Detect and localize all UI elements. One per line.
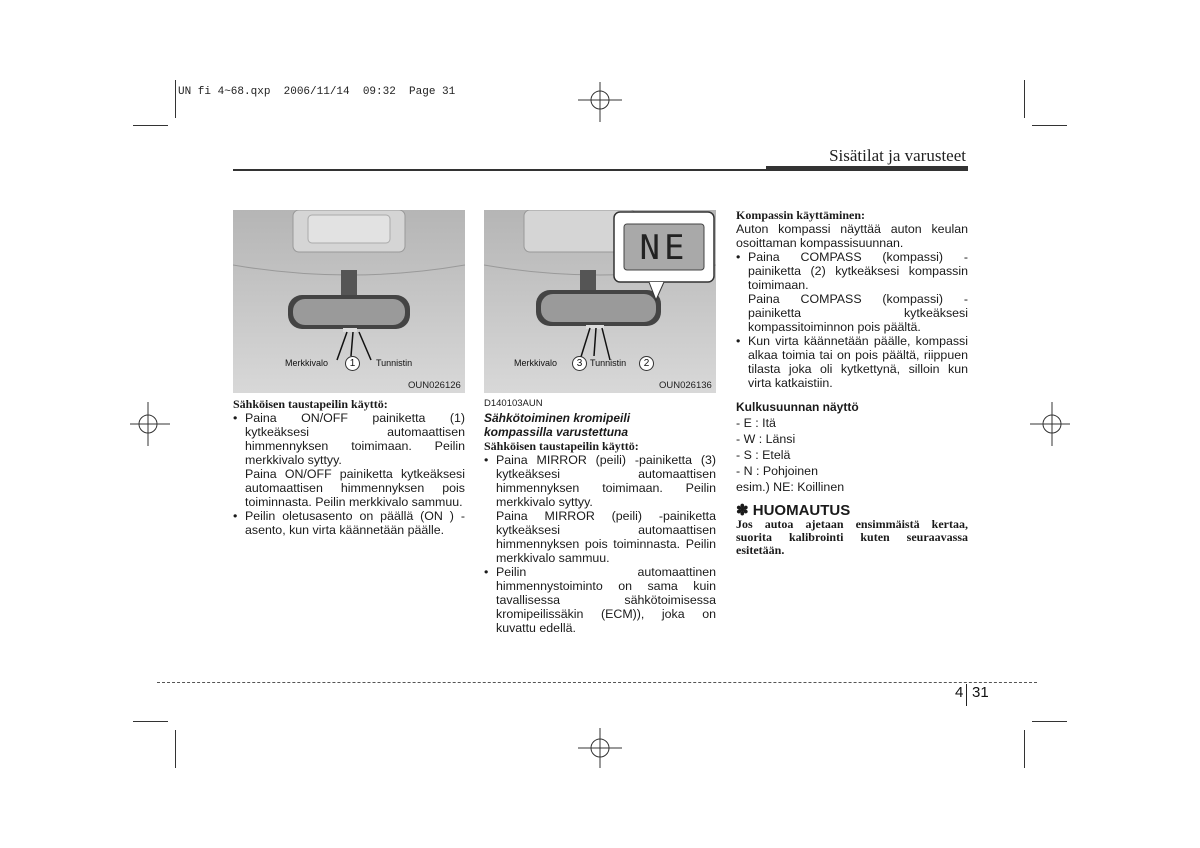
registration-mark-left — [130, 402, 170, 446]
note-title: ✽ HUOMAUTUS — [736, 502, 851, 519]
intro-paragraph: Auton kompassi näyttää auton keulan osoittaman kompassisuunnan. — [736, 222, 968, 250]
column-3 — [736, 208, 968, 557]
display-heading: Kulkusuunnan näyttö — [736, 400, 859, 414]
compass-display: NE — [639, 228, 689, 268]
registration-mark-right — [1030, 402, 1070, 446]
list-item: • Kun virta käännetään päälle, kompassi alkaa toimia tai on pois päältä, riippuen tilasta joka oli kytkettynä, silloin kun virta katkaistiin. — [736, 334, 968, 390]
instruction-list — [233, 509, 465, 537]
instruction-list — [233, 411, 465, 467]
instruction-list — [736, 250, 968, 292]
list-item-continuation: Paina COMPASS (kompassi) -painiketta kytkeäksesi kompassitoiminnon pois päältä. — [748, 292, 968, 334]
callout-number-2: 2 — [639, 356, 654, 371]
figure-code: OUN026136 — [659, 380, 712, 391]
page-title: Sisätilat ja varusteet — [829, 146, 966, 165]
reference-code: D140103AUN — [484, 398, 543, 409]
callout-merkkivalo: Merkkivalo — [285, 358, 329, 368]
callout-number-1: 1 — [345, 356, 360, 371]
instruction-list — [484, 453, 716, 509]
mirror-figure-2 — [484, 210, 716, 393]
list-item: • Paina MIRROR (peili) -painiketta (3) kytkeäksesi automaattisen himmennyksen toimimaan. Peilin merkkivalo syttyy. — [484, 453, 716, 509]
section-heading: Sähköisen taustapeilin käyttö: — [233, 397, 388, 411]
list-item: • Paina ON/OFF painiketta (1) kytkeäksesi automaattisen himmennyksen toimimaan. Peilin merkkivalo syttyy. — [233, 411, 465, 467]
section-heading: Sähköisen taustapeilin käyttö: — [484, 439, 639, 453]
list-item-continuation: Paina ON/OFF painiketta kytkeäksesi automaattisen himmennyksen pois toiminnasta. Peilin merkkivalo sammuu. — [245, 467, 465, 509]
direction-list — [736, 416, 968, 494]
direction-item: - S : Etelä — [736, 448, 791, 462]
callout-tunnistin: Tunnistin — [376, 358, 413, 368]
instruction-list — [484, 565, 716, 635]
list-item-continuation: Paina MIRROR (peili) -painiketta kytkeäksesi automaattisen himmennyksen pois toiminnasta. Peilin merkkivalo sammuu. — [496, 509, 716, 565]
callout-tunnistin: Tunnistin — [590, 358, 627, 368]
registration-mark-bottom — [578, 728, 622, 768]
callout-number-3: 3 — [572, 356, 587, 371]
section-heading: Kompassin käyttäminen: — [736, 208, 866, 222]
callout-merkkivalo: Merkkivalo — [514, 358, 558, 368]
column-2 — [484, 397, 716, 635]
instruction-list — [736, 334, 968, 390]
column-1 — [233, 397, 465, 537]
registration-mark-top — [578, 82, 622, 122]
footer-dashed-rule — [157, 682, 1037, 683]
section-title-line-1: Sähkötoiminen kromipeili — [484, 411, 631, 425]
mirror-figure-1 — [233, 210, 465, 393]
page-number: 31 — [972, 684, 989, 701]
chapter-number: 4 — [955, 684, 964, 701]
list-item: • Paina COMPASS (kompassi) -painiketta (2) kytkeäksesi kompassin toimimaan. — [736, 250, 968, 292]
direction-item: - E : Itä — [736, 416, 776, 430]
direction-item: - N : Pohjoinen — [736, 464, 818, 478]
direction-item: esim.) NE: Koillinen — [736, 480, 845, 494]
note-body: Jos autoa ajetaan ensimmäistä kertaa, suorita kalibrointi kuten seuraavassa esitetään. — [736, 517, 968, 557]
direction-item: - W : Länsi — [736, 432, 796, 446]
figure-code: OUN026126 — [408, 380, 461, 391]
header-tab-bar — [766, 166, 968, 171]
page-number-separator — [966, 684, 967, 706]
section-title-line-2: kompassilla varustettuna — [484, 425, 629, 439]
list-item: • Peilin oletusasento on päällä (ON ) -asento, kun virta käännetään päälle. — [233, 509, 465, 537]
list-item: • Peilin automaattinen himmennystoiminto on sama kuin tavallisessa sähkötoimisessa kromipeilissäkin (ECM)), joka on kuvattu edellä. — [484, 565, 716, 635]
print-slug: UN fi 4~68.qxp 2006/11/14 09:32 Page 31 — [178, 86, 456, 98]
